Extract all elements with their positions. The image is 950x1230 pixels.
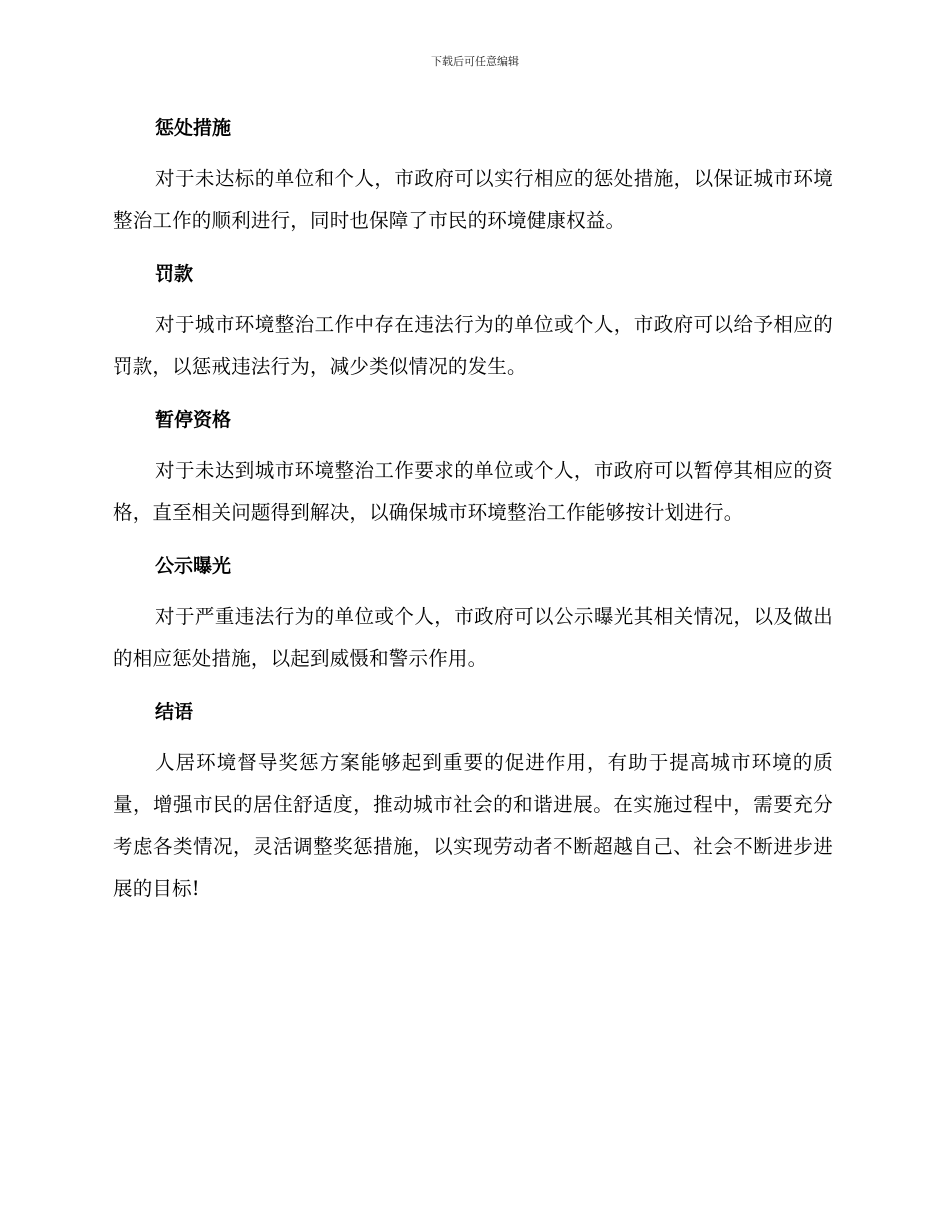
document-body xyxy=(113,108,833,922)
section-heading: 惩处措施 xyxy=(155,117,232,139)
section-heading: 结语 xyxy=(155,701,194,723)
section-paragraph: 对于严重违法行为的单位或个人，市政府可以公示曝光其相关情况，以及做出的相应惩处措施，以起到威慑和警示作用。 xyxy=(113,605,833,670)
section-suspension xyxy=(113,400,833,534)
page-header: 下载后可任意编辑 xyxy=(431,55,519,68)
section-heading: 罚款 xyxy=(155,263,194,285)
section-fines xyxy=(113,254,833,388)
section-paragraph: 对于未达到城市环境整治工作要求的单位或个人，市政府可以暂停其相应的资格，直至相关问题得到解决，以确保城市环境整治工作能够按计划进行。 xyxy=(113,459,833,524)
section-heading: 公示曝光 xyxy=(155,555,232,577)
section-penalty-measures xyxy=(113,108,833,242)
section-public-exposure xyxy=(113,546,833,680)
section-paragraph: 对于城市环境整治工作中存在违法行为的单位或个人，市政府可以给予相应的罚款，以惩戒违法行为，减少类似情况的发生。 xyxy=(113,313,833,378)
section-paragraph: 人居环境督导奖惩方案能够起到重要的促进作用，有助于提高城市环境的质量，增强市民的居住舒适度，推动城市社会的和谐进展。在实施过程中，需要充分考虑各类情况，灵活调整奖惩措施，以实现劳动者不断超越自己、社会不断进步进展的目标! xyxy=(113,751,833,900)
section-paragraph: 对于未达标的单位和个人，市政府可以实行相应的惩处措施，以保证城市环境整治工作的顺利进行，同时也保障了市民的环境健康权益。 xyxy=(113,167,833,232)
section-heading: 暂停资格 xyxy=(155,409,232,431)
section-conclusion xyxy=(113,692,833,910)
